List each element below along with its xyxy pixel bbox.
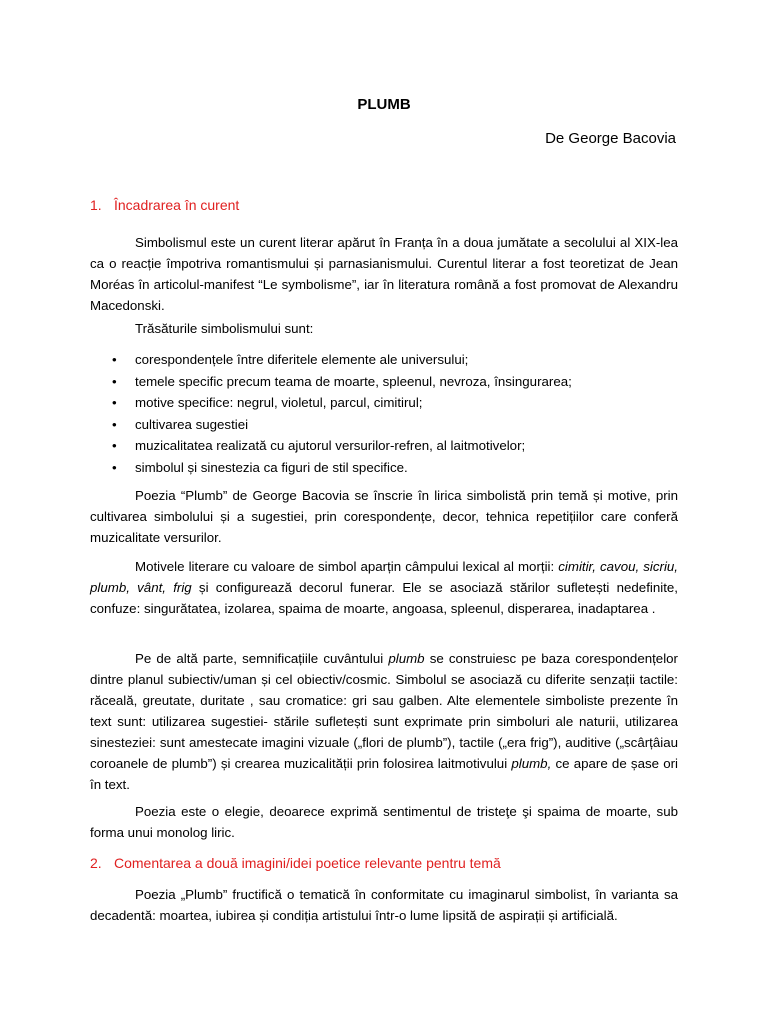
semnificatii-text-b: se construiesc pe baza corespondențelor dintre planul subiectiv/uman și cel obiectiv/cosmic. Simbolul se asociază cu diferite senzații tactile: răceală, greutate, duritate , sau cromatice: gri sau galben. Alte elementele simboliste prezente în text sunt: utilizarea sugestiei- stările sufletești sunt exprimate prin simboluri ale naturii, utilizarea sinesteziei: sunt amestecate imagini vizuale („flori de plumb”), tactile („era frig”), auditive („scârțâiau coroanele de plumb”) și crearea muzicalității prin folosirea laitmotivului bbox=[90, 651, 678, 771]
author-line: De George Bacovia bbox=[545, 130, 676, 147]
list-item: • corespondențele între diferitele elemente ale universului; bbox=[90, 349, 680, 371]
section-2-number: 2. bbox=[90, 855, 102, 871]
trasaturi-list bbox=[90, 349, 680, 479]
motive-text-a: Motivele literare cu valoare de simbol aparțin câmpului lexical al morții: bbox=[135, 559, 559, 574]
semnificatii-text-a: Pe de altă parte, semnificațiile cuvântului bbox=[135, 651, 389, 666]
list-item: • temele specific precum teama de moarte, spleenul, nevroza, însingurarea; bbox=[90, 371, 680, 393]
list-item: • muzicalitatea realizată cu ajutorul versurilor-refren, al laitmotivelor; bbox=[90, 435, 680, 457]
list-item: • motive specifice: negrul, violetul, parcul, cimitirul; bbox=[90, 392, 680, 414]
paragraph-simbolism-intro: Simbolismul este un curent literar apărut în Franța în a doua jumătate a secolului al XIX-lea ca o reacție împotriva romantismului și parnasianismului. Curentul literar a fost teoretizat de Jean Moréas în articolul-manifest “Le symbolisme”, iar în literatura română a fost promovat de Alexandru Macedonski. bbox=[90, 235, 678, 313]
paragraph-motive-literare bbox=[90, 556, 678, 619]
paragraph-semnificatii-plumb bbox=[90, 648, 678, 795]
semnificatii-emphasis-1: plumb bbox=[388, 651, 425, 666]
paragraph-poezia-plumb: Poezia “Plumb” de George Bacovia se înscrie în lirica simbolistă prin temă și motive, prin cultivarea simbolului și a sugestiei, prin corespondențe, decor, tehnica repetițiilor care conferă muzicalitate versurilor. bbox=[90, 488, 678, 545]
section-1-heading bbox=[90, 197, 239, 213]
list-item: • cultivarea sugestiei bbox=[90, 414, 680, 436]
paragraph-tematica: Poezia „Plumb” fructifică o tematică în conformitate cu imaginarul simbolist, în varianta sa decadentă: moartea, iubirea și condiția artistului într-o lume lipsită de aspirații și artificială. bbox=[90, 887, 678, 923]
semnificatii-text-c: ce apare de șase ori în text. bbox=[90, 756, 678, 792]
list-item: • simbolul și sinestezia ca figuri de stil specifice. bbox=[90, 457, 680, 479]
section-1-title: Încadrarea în curent bbox=[114, 197, 240, 213]
document-title: PLUMB bbox=[357, 96, 411, 113]
motive-emphasis: cimitir, cavou, sicriu, plumb, vânt, frig bbox=[90, 559, 678, 595]
paragraph-elegie: Poezia este o elegie, deoarece exprimă sentimentul de tristeţe şi spaima de moarte, sub forma unui monolog liric. bbox=[90, 804, 678, 840]
section-2-title: Comentarea a două imagini/idei poetice relevante pentru temă bbox=[114, 855, 501, 871]
semnificatii-emphasis-2: plumb, bbox=[511, 756, 552, 771]
section-2-heading bbox=[90, 855, 501, 871]
paragraph-trasaturi-intro: Trăsăturile simbolismului sunt: bbox=[135, 321, 314, 336]
section-1-number: 1. bbox=[90, 197, 102, 213]
motive-text-b: și configurează decorul funerar. Ele se asociază stărilor sufletești nedefinite, confuze: singurătatea, izolarea, spaima de moarte, angoasa, spleenul, disperarea, inadaptarea . bbox=[90, 580, 678, 616]
